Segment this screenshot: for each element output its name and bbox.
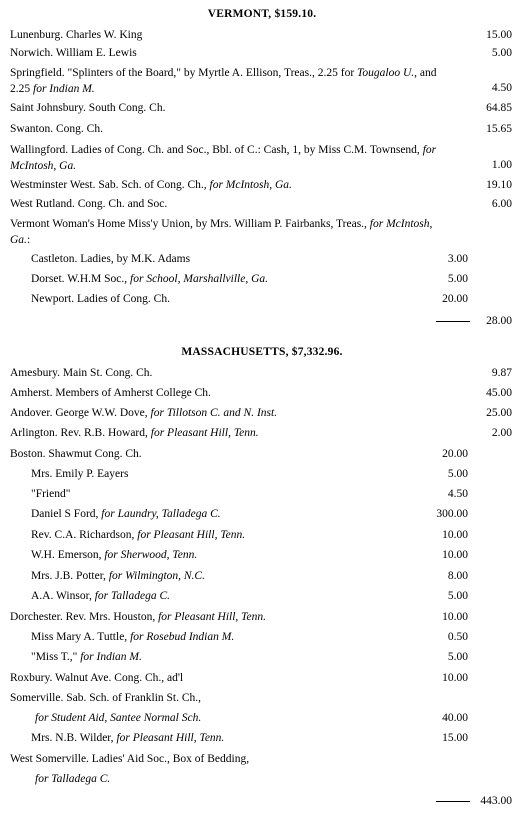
total-amount: 443.00 xyxy=(480,795,512,807)
list-item xyxy=(0,467,524,487)
list-item xyxy=(0,197,524,217)
entry-text: Rev. C.A. Richardson, for Pleasant Hill, Tenn. xyxy=(31,529,246,541)
list-item xyxy=(0,142,524,176)
list-item xyxy=(0,671,524,691)
entry-amount: 10.00 xyxy=(442,549,468,561)
entry-text: Boston. Shawmut Cong. Ch. xyxy=(10,448,142,460)
list-item xyxy=(0,272,524,292)
list-item xyxy=(0,528,524,548)
entry-text: Dorset. W.H.M Soc., for School, Marshallville, Ga. xyxy=(31,273,269,285)
entry-text: Wallingford. Ladies of Cong. Ch. and Soc., Bbl. of C.: Cash, 1, by Miss C.M. Townsend, for McIntosh, Ga. xyxy=(10,144,437,172)
entry-text: A.A. Winsor, for Talladega C. xyxy=(31,590,171,602)
list-item xyxy=(0,630,524,650)
list-item xyxy=(0,101,524,121)
entry-text: W.H. Emerson, for Sherwood, Tenn. xyxy=(31,549,198,561)
entry-text: West Somerville. Ladies' Aid Soc., Box of Bedding, xyxy=(10,753,250,765)
entry-text: Daniel S Ford, for Laundry, Talladega C. xyxy=(31,508,221,520)
entry-amount: 8.00 xyxy=(447,570,468,582)
entry-text: Vermont Woman's Home Miss'y Union, by Mrs. William P. Fairbanks, Treas., for McIntosh, Ga.: xyxy=(10,218,433,246)
list-item xyxy=(0,122,524,142)
entry-text: Amesbury. Main St. Cong. Ch. xyxy=(10,367,153,379)
entry-text: "Miss T.," for Indian M. xyxy=(31,651,142,663)
entry-amount: 5.00 xyxy=(447,468,468,480)
list-item xyxy=(0,28,524,48)
entry-amount: 15.00 xyxy=(486,29,512,41)
entry-amount: 0.50 xyxy=(447,631,468,643)
list-item xyxy=(0,366,524,386)
list-item xyxy=(0,292,524,312)
entry-amount: 1.00 xyxy=(491,159,512,171)
entry-amount: 10.00 xyxy=(442,529,468,541)
list-item xyxy=(0,731,524,751)
entry-text: Andover. George W.W. Dove, for Tillotson C. and N. Inst. xyxy=(10,407,278,419)
entry-text: Mrs. N.B. Wilder, for Pleasant Hill, Tenn. xyxy=(31,732,225,744)
entry-text: Arlington. Rev. R.B. Howard, for Pleasant Hill, Tenn. xyxy=(10,427,259,439)
entry-text: Castleton. Ladies, by M.K. Adams xyxy=(31,253,191,265)
entry-amount: 4.50 xyxy=(491,82,512,94)
entry-text: Miss Mary A. Tuttle, for Rosebud Indian M. xyxy=(31,631,235,643)
list-item xyxy=(0,691,524,711)
list-item xyxy=(0,65,524,99)
total-amount: 28.00 xyxy=(486,315,512,327)
entry-amount: 40.00 xyxy=(442,712,468,724)
list-item xyxy=(0,711,524,731)
entry-text: Roxbury. Walnut Ave. Cong. Ch., ad'l xyxy=(10,672,184,684)
entry-amount: 2.00 xyxy=(491,427,512,439)
entry-amount: 20.00 xyxy=(442,293,468,305)
entry-amount: 3.00 xyxy=(447,253,468,265)
entry-text: for Talladega C. xyxy=(35,773,111,785)
entry-amount: 10.00 xyxy=(442,672,468,684)
list-item xyxy=(0,650,524,670)
entry-amount: 5.00 xyxy=(491,47,512,59)
entry-text: Amherst. Members of Amherst College Ch. xyxy=(10,387,211,399)
entry-amount: 45.00 xyxy=(486,387,512,399)
entry-amount: 19.10 xyxy=(486,179,512,191)
list-item xyxy=(0,589,524,609)
entry-text: Lunenburg. Charles W. King xyxy=(10,29,143,41)
entry-text: Mrs. Emily P. Eayers xyxy=(31,468,129,480)
entry-amount: 15.00 xyxy=(442,732,468,744)
section-heading-massachusetts: MASSACHUSETTS, $7,332.96. xyxy=(181,346,343,358)
entry-amount: 25.00 xyxy=(486,407,512,419)
entry-amount: 10.00 xyxy=(442,611,468,623)
list-item xyxy=(0,46,524,66)
list-item xyxy=(0,772,524,792)
entry-amount: 64.85 xyxy=(486,102,512,114)
entry-text: for Student Aid, Santee Normal Sch. xyxy=(35,712,202,724)
entry-amount: 6.00 xyxy=(491,198,512,210)
entry-amount: 15.65 xyxy=(486,123,512,135)
entry-text: Newport. Ladies of Cong. Ch. xyxy=(31,293,170,305)
list-item xyxy=(0,569,524,589)
list-item xyxy=(0,252,524,272)
list-item xyxy=(0,426,524,446)
entry-amount: 9.87 xyxy=(491,367,512,379)
entry-amount: 300.00 xyxy=(436,508,468,520)
entry-text: Westminster West. Sab. Sch. of Cong. Ch., for McIntosh, Ga. xyxy=(10,179,292,191)
entry-text: Mrs. J.B. Potter, for Wilmington, N.C. xyxy=(31,570,205,582)
list-item xyxy=(0,386,524,406)
list-item xyxy=(0,216,524,250)
section-total xyxy=(0,794,524,814)
section-heading-vermont: VERMONT, $159.10. xyxy=(207,8,317,20)
entry-text: Dorchester. Rev. Mrs. Houston, for Pleasant Hill, Tenn. xyxy=(10,611,266,623)
list-item xyxy=(0,447,524,467)
list-item xyxy=(0,507,524,527)
list-item xyxy=(0,752,524,772)
section-total xyxy=(0,314,524,334)
entry-amount: 4.50 xyxy=(447,488,468,500)
entry-text: Norwich. William E. Lewis xyxy=(10,47,137,59)
entry-text: Springfield. "Splinters of the Board," by Myrtle A. Ellison, Treas., 2.25 for Tougaloo U., and 2.25 for Indian M. xyxy=(10,67,437,95)
entry-amount: 20.00 xyxy=(442,448,468,460)
list-item xyxy=(0,610,524,630)
entry-text: West Rutland. Cong. Ch. and Soc. xyxy=(10,198,168,210)
list-item xyxy=(0,178,524,198)
entry-amount: 5.00 xyxy=(447,651,468,663)
list-item xyxy=(0,548,524,568)
entry-amount: 5.00 xyxy=(447,273,468,285)
entry-text: Somerville. Sab. Sch. of Franklin St. Ch., xyxy=(10,692,202,704)
entry-text: Swanton. Cong. Ch. xyxy=(10,123,103,135)
entry-text: "Friend" xyxy=(31,488,71,500)
entry-text: Saint Johnsbury. South Cong. Ch. xyxy=(10,102,166,114)
entry-amount: 5.00 xyxy=(447,590,468,602)
list-item xyxy=(0,406,524,426)
list-item xyxy=(0,487,524,507)
